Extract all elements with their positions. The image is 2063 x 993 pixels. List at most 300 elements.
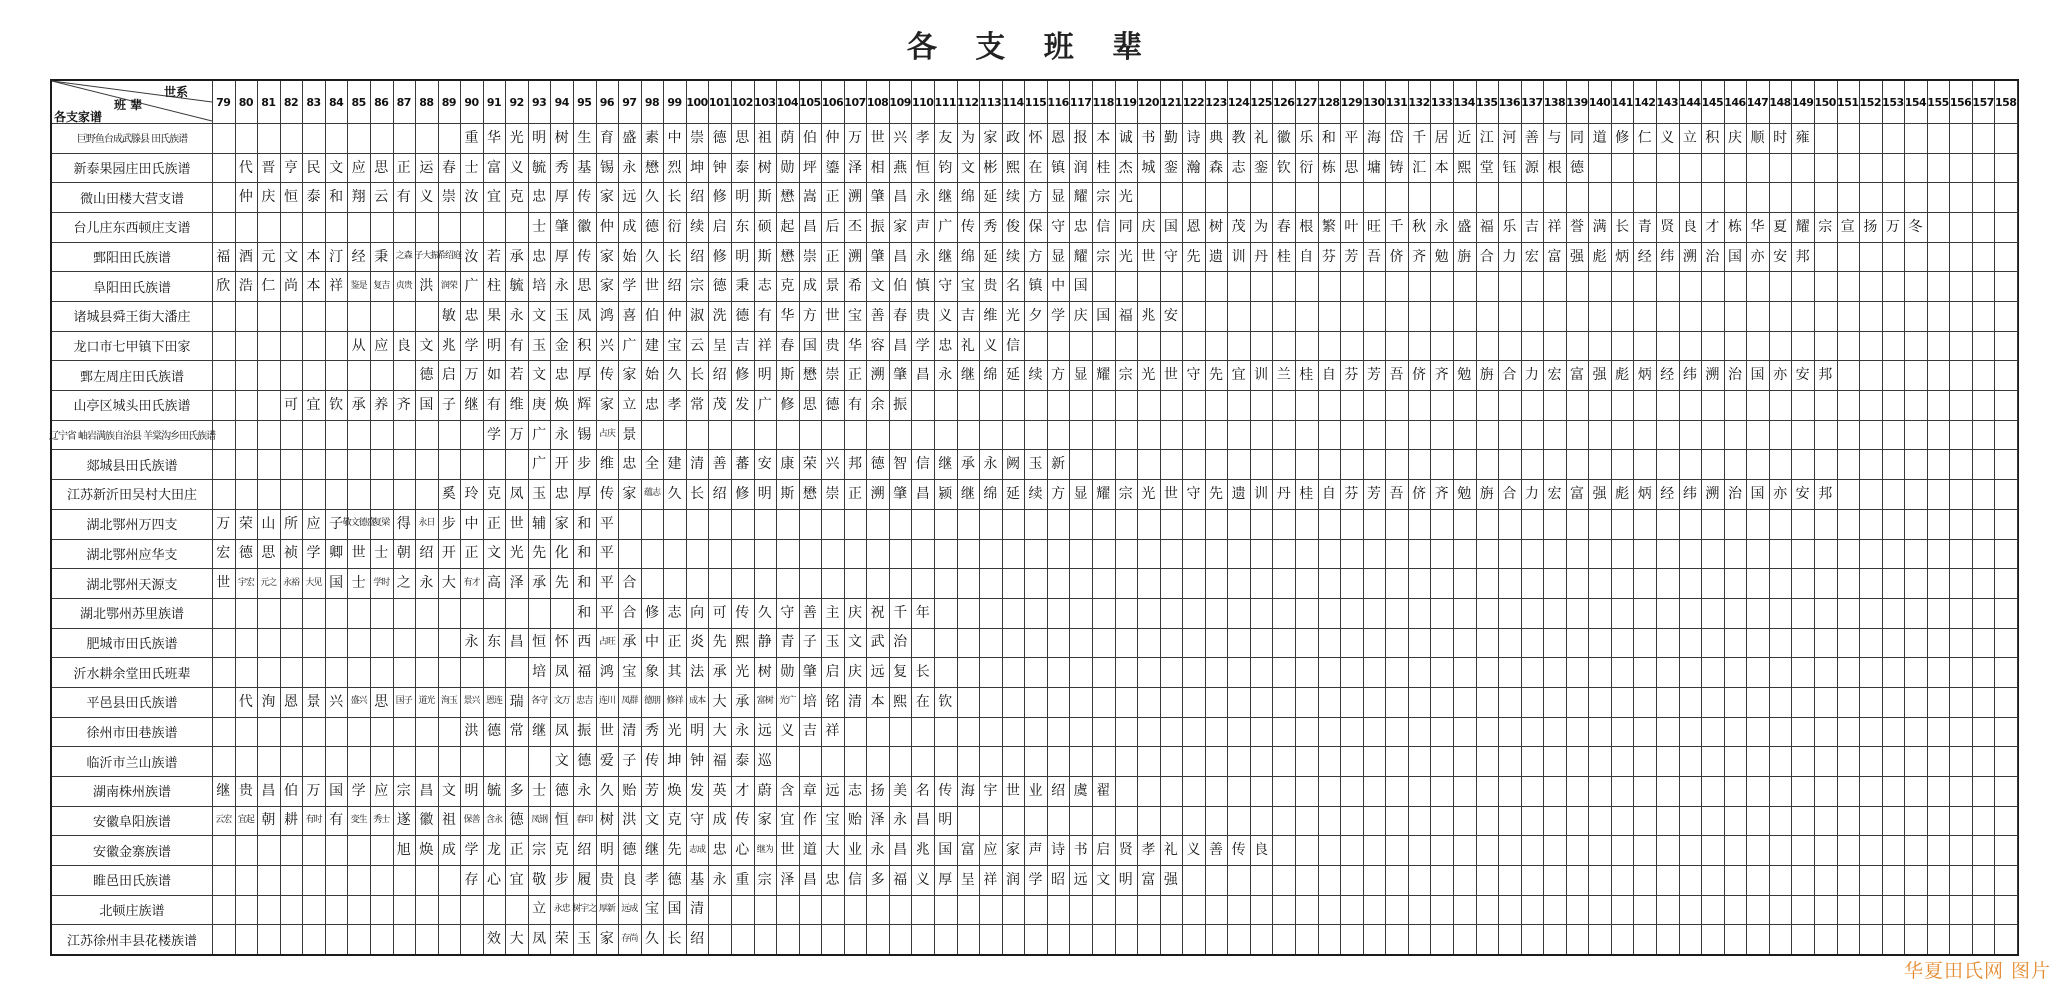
generation-char: 存尚 [621,933,638,944]
generation-char: 纬 [1682,485,1697,502]
generation-char: 若 [487,248,502,265]
generation-char: 仁 [261,278,276,295]
generation-char: 福 [216,248,231,265]
generation-char: 青 [1637,218,1652,235]
generation-char: 昌 [893,189,908,206]
generation-char: 修 [1615,129,1630,146]
generation-char: 多 [870,871,885,888]
generation-char: 其 [667,664,682,681]
generation-char: 勉 [1457,367,1472,384]
generation-char: 明 [1118,871,1133,888]
generation-char: 国 [1727,248,1742,265]
branch-name: 郯城县田氏族谱 [86,458,178,474]
branch-name: 安徽阜阳族谱 [92,814,171,830]
generation-char: 城 [1141,159,1156,176]
generation-char: 合 [622,575,637,591]
generation-char: 永 [915,189,930,206]
generation-char: 崇 [441,189,456,206]
page-title: 各 支 班 辈 [906,30,1157,65]
generation-char: 绍 [712,367,727,384]
generation-char: 康 [780,456,795,473]
generation-char: 时 [1773,129,1788,146]
generation-char: 硕 [757,218,772,235]
generation-char: 永日 [418,518,435,529]
generation-char: 伯 [893,278,908,295]
generation-char: 孝 [644,871,659,888]
generation-char: 杰 [1118,159,1133,176]
generation-char: 仲 [825,129,840,146]
generation-char: 应 [983,842,998,859]
generation-char: 连川 [598,696,615,707]
generation-char: 守 [780,604,795,621]
generation-char: 先 [554,575,569,591]
generation-char: 忠 [712,842,727,859]
generation-char: 贵 [599,871,614,888]
generation-char: 溯 [1705,485,1720,502]
generation-char: 富树 [756,696,773,707]
generation-char: 志成 [689,844,706,855]
generation-char: 耀 [1073,189,1088,206]
generation-number: 104 [776,95,799,109]
generation-char: 乐 [1299,129,1314,146]
generation-char: 千 [1389,218,1404,235]
generation-char: 凤钢 [531,814,548,825]
grid-hline [52,420,2017,421]
generation-char: 斯 [757,189,772,206]
generation-char: 思 [374,159,389,176]
generation-char: 忠 [532,189,547,206]
generation-char: 永 [622,159,637,176]
generation-char: 昌 [893,337,908,354]
branch-name: 辽宁省 岫岩满族自治县 羊棠沟乡田氏族谱 [48,431,216,443]
generation-char: 家 [622,485,637,502]
generation-char: 书 [1073,842,1088,859]
generation-char: 后 [825,218,840,235]
generation-char: 有 [509,337,524,354]
generation-char: 茂 [712,396,727,413]
generation-char: 德朋 [643,696,660,707]
generation-char: 芬 [1321,248,1336,265]
generation-char: 同 [1570,129,1585,146]
generation-char: 成 [802,278,817,295]
generation-char: 金 [554,337,569,354]
branch-name: 巨野鱼台成武滕县 田氏族谱 [76,134,188,146]
generation-char: 贻 [622,782,637,799]
generation-char: 贵 [983,278,998,295]
generation-char: 芳 [1366,485,1381,502]
generation-number: 126 [1272,95,1295,109]
generation-number: 92 [509,95,524,109]
generation-char: 治 [893,634,908,651]
generation-char: 贵 [825,337,840,354]
generation-char: 恩 [283,693,298,710]
branch-name: 肥城市田氏族谱 [86,636,178,652]
generation-char: 继 [938,189,953,206]
generation-char: 明 [464,782,479,799]
generation-char: 崇 [690,129,705,146]
generation-char: 振 [870,218,885,235]
generation-char: 大 [712,693,727,710]
generation-char: 青 [780,634,795,651]
generation-char: 义 [509,159,524,176]
generation-char: 久 [599,782,614,799]
generation-char: 和 [577,545,592,562]
generation-number: 100 [686,95,708,109]
generation-char: 顺 [1750,129,1765,146]
generation-char: 光 [1005,307,1020,324]
generation-char: 始 [622,248,637,265]
generation-char: 文 [554,753,569,770]
generation-char: 续 [1028,367,1043,384]
generation-char: 可 [712,604,727,621]
generation-number: 143 [1656,95,1679,109]
generation-char: 守 [1186,485,1201,502]
generation-char: 立 [622,396,637,413]
generation-char: 忠 [938,337,953,354]
generation-char: 庆 [1727,129,1742,146]
generation-char: 誉 [1570,218,1585,235]
generation-char: 积 [577,337,592,354]
generation-char: 子 [622,753,637,770]
generation-char: 自 [1321,485,1336,502]
generation-char: 巡 [757,753,772,770]
generation-char: 斯 [780,485,795,502]
generation-char: 训 [1254,485,1269,502]
generation-char: 守 [1163,248,1178,265]
generation-char: 奚 [441,485,456,502]
generation-char: 治 [1705,248,1720,265]
generation-char: 德 [712,278,727,295]
generation-char: 肇 [870,189,885,206]
generation-char: 丕 [848,218,863,235]
generation-char: 孝 [667,396,682,413]
generation-char: 显 [1051,189,1066,206]
generation-char: 义 [419,189,434,206]
generation-char: 续 [1005,248,1020,265]
generation-char: 炳 [1637,485,1652,502]
generation-char: 合 [1502,485,1517,502]
generation-char: 嵩 [802,189,817,206]
generation-char: 子 [329,515,344,532]
generation-char: 训 [1231,248,1246,265]
generation-char: 成本 [689,696,706,707]
generation-char: 敏 [441,307,456,324]
generation-char: 秀士 [373,814,390,825]
generation-char: 河 [1502,129,1517,146]
generation-char: 家 [757,812,772,829]
generation-number: 157 [1972,95,1994,109]
generation-char: 若 [509,367,524,384]
generation-char: 汝 [464,189,479,206]
generation-char: 纬 [1660,248,1675,265]
generation-char: 玉 [532,337,547,354]
generation-char: 铭 [825,693,840,710]
generation-char: 炎 [690,634,705,651]
generation-char: 善 [802,604,817,621]
generation-char: 延 [1005,485,1020,502]
generation-char: 应 [306,515,321,532]
generation-char: 辉 [577,396,592,413]
generation-char: 绵 [960,248,975,265]
generation-char: 祖 [757,129,772,146]
generation-char: 柱 [487,278,502,295]
generation-char: 运 [419,159,434,176]
generation-number: 103 [754,95,776,109]
generation-char: 泽 [509,575,524,591]
generation-char: 国子 [395,696,412,707]
generation-char: 家 [599,931,614,948]
generation-char: 庚 [532,396,547,413]
generation-char: 善 [1209,842,1224,859]
generation-char: 宏 [1524,248,1539,265]
generation-char: 春 [780,337,795,354]
generation-number: 113 [979,95,1002,109]
generation-char: 信 [915,456,930,473]
generation-number: 124 [1227,95,1250,109]
generation-char: 长 [667,248,682,265]
generation-char: 栋 [1727,218,1742,235]
generation-number: 130 [1363,95,1385,109]
generation-char: 明 [757,367,772,384]
generation-char: 恒 [532,634,547,651]
generation-char: 岱 [1389,129,1404,146]
generation-char: 宜 [780,812,795,829]
generation-char: 永 [509,307,524,324]
generation-char: 建 [667,456,682,473]
generation-char: 经 [351,248,366,265]
generation-char: 启 [712,218,727,235]
generation-char: 学 [622,278,637,295]
generation-char: 振 [577,723,592,740]
generation-char: 呈 [960,871,975,888]
generation-char: 云 [690,337,705,354]
generation-char: 恩连 [486,696,503,707]
generation-char: 仁 [1637,129,1652,146]
generation-char: 方 [1028,248,1043,265]
generation-char: 延 [983,248,998,265]
generation-char: 炳 [1637,367,1652,384]
generation-char: 森 [1209,159,1224,176]
generation-char: 传 [577,189,592,206]
branch-name: 鄄左周庄田氏族谱 [79,369,184,385]
generation-char: 家 [1005,842,1020,859]
generation-char: 代 [238,693,253,710]
generation-char: 世 [1141,248,1156,265]
generation-char: 士 [532,782,547,799]
generation-char: 肇 [893,485,908,502]
generation-char: 本 [306,248,321,265]
generation-char: 良 [622,871,637,888]
generation-char: 尚 [283,278,298,295]
generation-char: 吉 [1524,218,1539,235]
generation-char: 果 [487,307,502,324]
generation-char: 志 [667,604,682,621]
generation-char: 合 [622,604,637,621]
generation-char: 世 [870,129,885,146]
generation-char: 家 [554,515,569,532]
generation-char: 强 [1592,367,1607,384]
generation-char: 福 [577,664,592,681]
generation-char: 明 [735,248,750,265]
generation-char: 承 [509,248,524,265]
generation-char: 履 [577,871,592,888]
generation-char: 义 [915,871,930,888]
generation-char: 保 [1028,218,1043,235]
generation-char: 静 [757,634,772,651]
generation-char: 绵 [960,189,975,206]
generation-char: 千 [893,604,908,621]
generation-char: 贤 [1118,842,1133,859]
generation-char: 广 [464,278,479,295]
generation-char: 齐 [1412,248,1427,265]
generation-char: 变生 [350,814,367,825]
generation-char: 祝 [870,604,885,621]
generation-char: 世 [1163,485,1178,502]
generation-char: 有才 [463,577,480,588]
generation-char: 丹 [1254,248,1269,265]
generation-char: 桂 [1096,159,1111,176]
generation-char: 世 [351,545,366,562]
branch-name: 湖北鄂州天源支 [86,577,178,593]
generation-char: 宜 [306,396,321,413]
generation-char: 爱 [599,753,614,770]
generation-char: 仲 [667,307,682,324]
generation-char: 溯 [870,367,885,384]
generation-char: 如 [487,367,502,384]
generation-char: 国 [329,575,344,591]
generation-char: 家 [622,367,637,384]
generation-char: 国 [1163,218,1178,235]
generation-char: 銮 [1163,159,1178,176]
generation-char: 延 [983,189,998,206]
generation-char: 夕 [1028,307,1043,324]
grid-hline [52,717,2017,718]
generation-char: 兴 [825,456,840,473]
generation-char: 根 [1547,159,1562,176]
generation-char: 绍 [419,545,434,562]
generation-char: 国 [329,782,344,799]
generation-char: 鸿 [599,664,614,681]
generation-char: 文 [960,159,975,176]
generation-char: 瀚 [1186,159,1201,176]
generation-char: 庆 [1141,218,1156,235]
generation-char: 玉 [554,307,569,324]
generation-char: 克 [487,485,502,502]
generation-char: 有 [848,396,863,413]
generation-char: 世 [599,723,614,740]
generation-char: 敬 [532,871,547,888]
generation-number: 128 [1318,95,1340,109]
generation-char: 强 [1163,871,1178,888]
generation-char: 吉 [960,307,975,324]
generation-number: 127 [1295,95,1318,109]
generation-char: 毓 [509,278,524,295]
generation-char: 永 [1434,218,1449,235]
generation-char: 化 [554,545,569,562]
generation-char: 衍 [667,218,682,235]
generation-char: 永 [735,723,750,740]
generation-char: 思 [802,396,817,413]
generation-char: 坤 [667,753,682,770]
generation-char: 安 [1163,307,1178,324]
generation-char: 树 [757,159,772,176]
generation-char: 忠 [532,248,547,265]
generation-char: 力 [1524,485,1539,502]
generation-char: 兆 [441,337,456,354]
generation-char: 道光 [418,696,435,707]
generation-char: 鸿 [599,307,614,324]
generation-char: 庆 [1073,307,1088,324]
generation-char: 秀 [554,159,569,176]
generation-char: 世 [1163,367,1178,384]
generation-char: 国 [1750,367,1765,384]
generation-number: 121 [1160,95,1182,109]
generation-char: 荫 [780,129,795,146]
generation-char: 宜起 [237,814,254,825]
generation-char: 思 [1344,159,1359,176]
generation-char: 万 [306,782,321,799]
generation-char: 富 [1547,248,1562,265]
generation-char: 华 [487,129,502,146]
generation-char: 国 [802,337,817,354]
generation-char: 传 [960,218,975,235]
generation-char: 元 [261,248,276,265]
generation-number: 123 [1205,95,1227,109]
generation-char: 景 [306,693,321,710]
generation-char: 本 [306,278,321,295]
generation-char: 盛兴 [350,696,367,707]
generation-char: 大 [712,723,727,740]
generation-char: 洗 [712,307,727,324]
generation-char: 家 [983,129,998,146]
generation-char: 继 [938,456,953,473]
generation-char: 光 [735,664,750,681]
generation-char: 旃 [1479,485,1494,502]
generation-char: 信 [1005,337,1020,354]
generation-number: 154 [1904,95,1927,109]
generation-char: 安 [1795,367,1810,384]
generation-char: 锡 [577,426,592,443]
generation-char: 道 [1592,129,1607,146]
generation-char: 忠吉 [576,696,593,707]
generation-char: 徽 [419,812,434,829]
generation-char: 家 [599,189,614,206]
generation-char: 钟 [690,753,705,770]
generation-number: 96 [599,95,614,109]
generation-char: 养 [374,396,389,413]
generation-char: 贵 [238,782,253,799]
generation-char: 家 [599,278,614,295]
generation-char: 钧 [938,159,953,176]
generation-char: 桂 [1276,248,1291,265]
generation-char: 宇 [983,782,998,799]
generation-char: 祯 [283,545,298,562]
generation-char: 礼 [1163,842,1178,859]
generation-char: 居 [1434,129,1449,146]
generation-char: 得 [396,515,411,532]
generation-char: 力 [1524,367,1539,384]
generation-char: 鉴是 [350,280,367,291]
generation-char: 树 [554,129,569,146]
generation-char: 雍 [1795,129,1810,146]
generation-char: 学 [1028,871,1043,888]
generation-char: 向 [690,604,705,621]
generation-char: 昌 [893,842,908,859]
generation-char: 希绍庭 [436,251,461,262]
generation-char: 钦 [1276,159,1291,176]
generation-char: 含 [780,782,795,799]
generation-char: 启 [825,664,840,681]
